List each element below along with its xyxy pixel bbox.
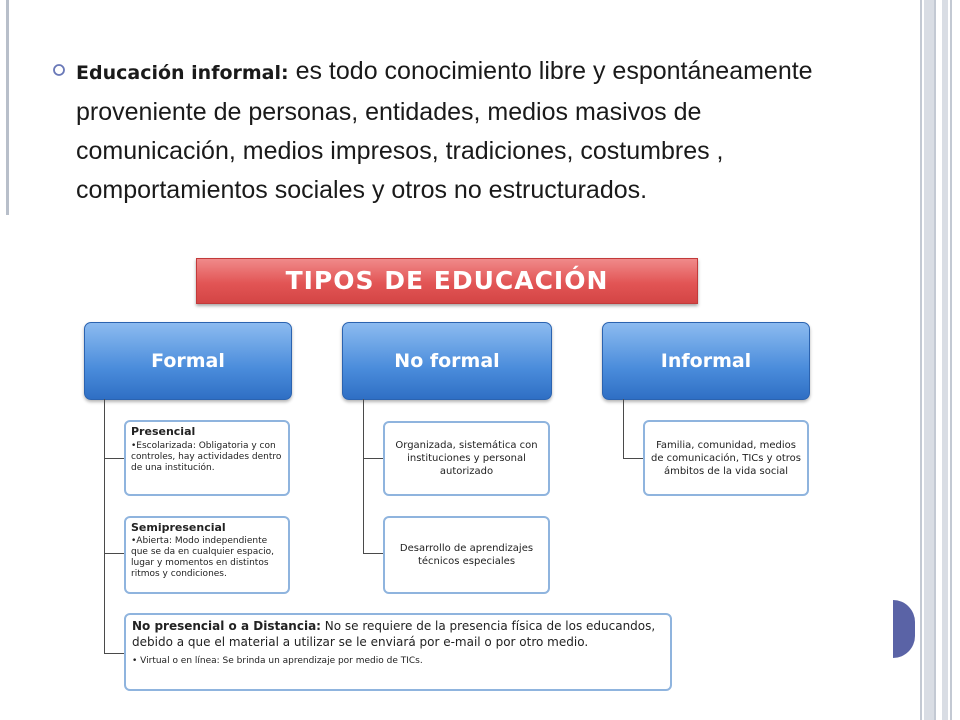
category-no-formal: No formal	[342, 322, 552, 400]
connector-line	[363, 458, 383, 459]
connector-line	[363, 553, 383, 554]
definition-term: Educación informal	[76, 62, 282, 84]
box-distancia-heading: No presencial o a Distancia:	[132, 619, 321, 633]
connector-line	[104, 399, 105, 653]
category-formal: Formal	[84, 322, 292, 400]
definition-colon: :	[281, 62, 289, 84]
box-distancia	[124, 613, 672, 691]
box-informal-familia: Familia, comunidad, medios de comunicación, TICs y otros ámbitos de la vida social	[643, 420, 809, 496]
box-presencial-heading: Presencial	[131, 425, 196, 438]
box-no-formal-organizada: Organizada, sistemática con instituciones y personal autorizado	[383, 421, 550, 496]
connector-line	[104, 553, 124, 554]
connector-line	[104, 458, 124, 459]
box-semipresencial	[124, 516, 290, 594]
category-informal: Informal	[602, 322, 810, 400]
connector-line	[363, 399, 364, 553]
box-distancia-main	[132, 618, 664, 650]
diagram-title: TIPOS DE EDUCACIÓN	[196, 258, 698, 304]
box-presencial	[124, 420, 290, 496]
box-distancia-bullet: • Virtual o en línea: Se brinda un aprendizaje por medio de TICs.	[132, 656, 423, 666]
connector-line	[623, 399, 624, 458]
definition-text: es todo conocimiento libre y espontáneamente proveniente de personas, entidades, medios masivos de comunicación, medios impresos, tradiciones, costumbres , comportamientos sociales y otros no estructurados.	[76, 57, 813, 204]
box-semipresencial-text: •Abierta: Modo independiente que se da en cualquier espacio, lugar y momentos en distintos ritmos y condiciones.	[131, 536, 275, 579]
box-no-formal-desarrollo: Desarrollo de aprendizajes técnicos especiales	[383, 516, 550, 594]
box-presencial-text: •Escolarizada: Obligatoria y con controles, hay actividades dentro de una institución.	[131, 441, 282, 473]
connector-line	[623, 458, 643, 459]
connector-line	[104, 653, 124, 654]
box-semipresencial-heading: Semipresencial	[131, 521, 226, 534]
box-distancia-text: No se requiere de la presencia física de los educandos, debido a que el material a utilizar se le enviará por e-mail o por otro medio.	[132, 619, 656, 649]
